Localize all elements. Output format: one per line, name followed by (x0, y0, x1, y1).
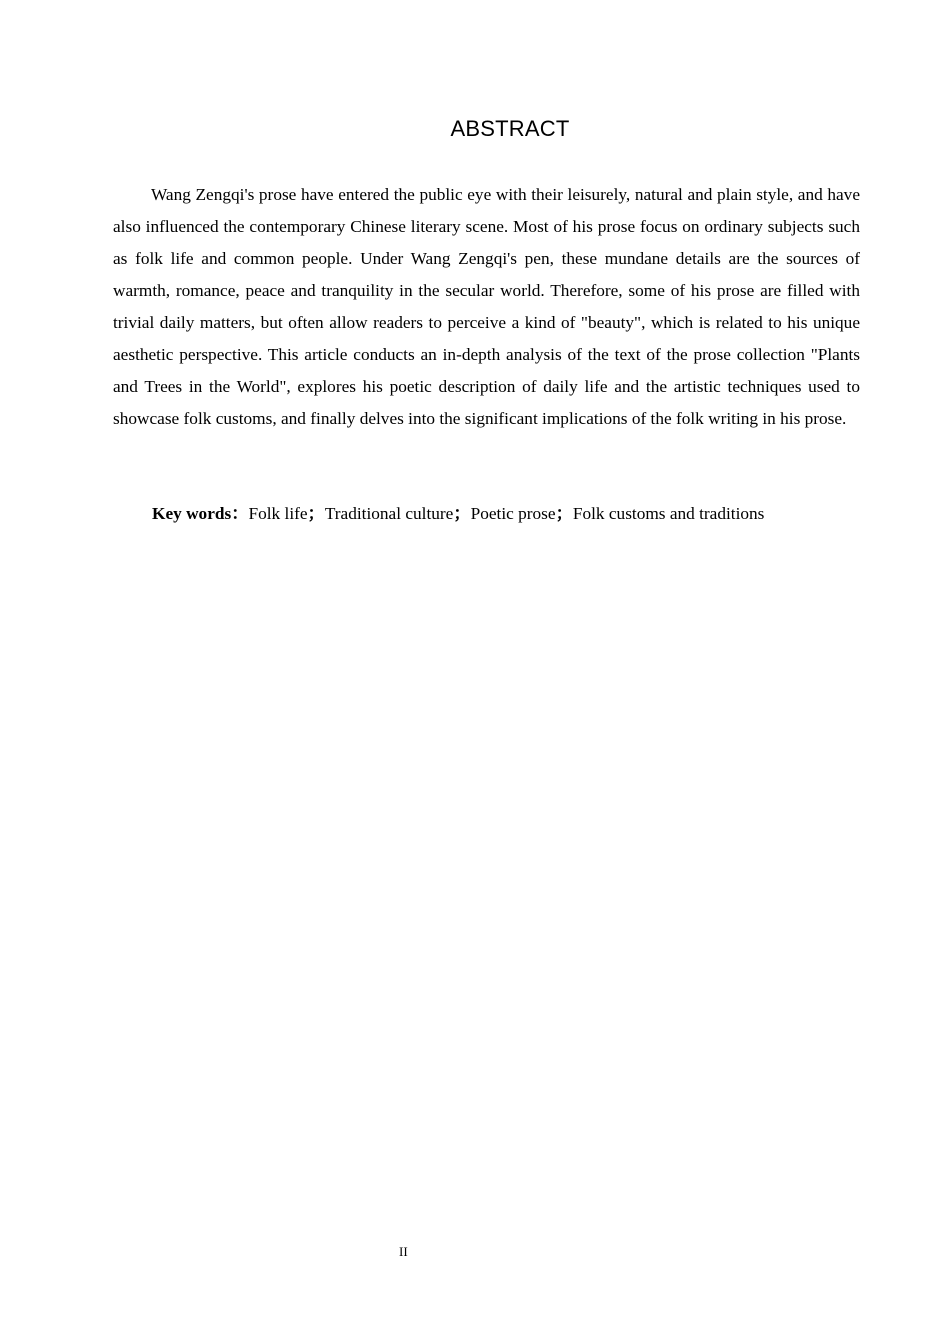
keyword-separator: ； (555, 504, 573, 523)
keyword-item: Poetic prose (470, 504, 556, 523)
abstract-body: Wang Zengqi's prose have entered the public eye with their leisurely, natural and plain style, and have also influenced the contemporary Chinese literary scene. Most of his prose focus on ordinary subjects such as folk life and common people. Under Wang Zengqi's pen, these mundane details are the sources of warmth, romance, peace and tranquility in the secular world. Therefore, some of his prose are filled with trivial daily matters, but often allow readers to perceive a kind of "beauty", which is related to his unique aesthetic perspective. This article conducts an in-depth analysis of the text of the prose collection "Plants and Trees in the World", explores his poetic description of daily life and the artistic techniques used to showcase folk customs, and finally delves into the significant implications of the folk writing in his prose. (113, 185, 860, 428)
page-number: II (399, 1244, 408, 1259)
keyword-item: Traditional culture (324, 504, 454, 523)
keywords-label-separator: ： (231, 504, 249, 523)
keyword-item: Folk life (248, 504, 308, 523)
keywords-label: Key words (152, 504, 232, 523)
keywords-line (152, 498, 872, 530)
keyword-separator: ； (307, 504, 325, 523)
keyword-item: Folk customs and traditions (572, 504, 765, 523)
abstract-title: ABSTRACT (450, 116, 570, 141)
keyword-separator: ； (453, 504, 471, 523)
